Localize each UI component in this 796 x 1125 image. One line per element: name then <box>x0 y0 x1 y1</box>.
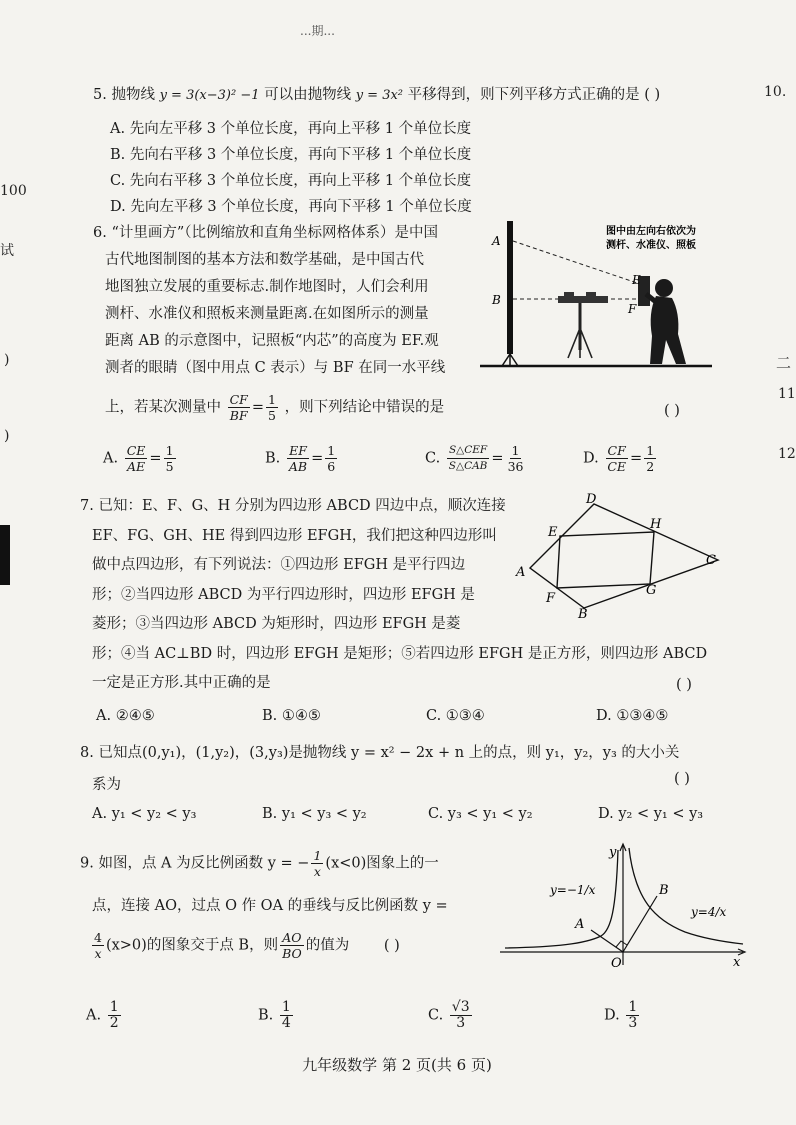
page-footer: 九年级数学 第 2 页(共 6 页) <box>302 1056 492 1074</box>
q7-option-c: C. ①③④ <box>426 708 485 724</box>
q9-opt-c-d: 3 <box>456 1015 466 1031</box>
fig7-label-h: H <box>650 517 662 532</box>
right-margin-text-2: 二 <box>776 354 792 372</box>
q6-option-c-val <box>506 443 526 474</box>
q9-opt-b-n: 1 <box>281 999 291 1015</box>
fig7-label-e: E <box>548 525 558 540</box>
q9-frac-2-d: x <box>94 946 102 961</box>
q9-option-c-frac <box>450 1000 472 1031</box>
q6-opt-b-vn: 1 <box>327 443 336 458</box>
q6-answer-paren: ( ) <box>664 403 680 419</box>
q9-opt-a-n: 1 <box>109 999 119 1015</box>
q9-opt-c-n: √3 <box>451 999 470 1015</box>
fig6-caption-1: 图中由左向右依次为 <box>606 226 696 237</box>
q9-frac-1-n: 1 <box>313 848 322 863</box>
q9-line-3 <box>90 930 400 961</box>
q6-text <box>93 220 483 382</box>
q9-frac-1-d: x <box>313 864 321 879</box>
q6-ratio-den: BF <box>229 408 248 423</box>
q9-opt-a-d: 2 <box>109 1015 119 1031</box>
q6-option-d-frac <box>605 443 628 474</box>
left-margin-text-2: 试 <box>0 243 14 259</box>
q6-value-den: 5 <box>268 408 276 423</box>
q6-option-d: D. $\frac{CF}{CE}$ = $\frac{1}{2}$ <box>583 443 655 474</box>
fig7-label-f: F <box>546 591 556 606</box>
q6-option-b-label: B. <box>265 450 281 467</box>
q9-line-3b: 的值为 <box>305 937 350 954</box>
q9-option-a-label: A. <box>86 1007 102 1024</box>
fig9-left-function: y=−1/x <box>550 883 596 897</box>
q6-option-a-label: A. <box>103 450 119 467</box>
q9-option-b <box>258 1000 295 1031</box>
measuring-pole <box>507 221 513 354</box>
q6-last-line <box>105 392 444 423</box>
q9-line-1a: 如图，点 A 为反比例函数 y = − <box>98 855 310 872</box>
q9-figure <box>495 840 750 970</box>
right-branch-curve <box>629 848 743 944</box>
q6-last-a: 上，若某次测量中 <box>105 399 221 416</box>
q9-number: 9. <box>80 855 94 872</box>
left-margin-text-1: 100 <box>0 183 27 199</box>
q7-line-5: 菱形；③当四边形 ABCD 为矩形时，四边形 EFGH 是菱 <box>92 616 461 632</box>
q6-opt-b-vd: 6 <box>327 459 336 474</box>
q6-last-b: ，则下列结论中错误的是 <box>284 399 445 416</box>
q9-frac-2 <box>92 930 104 961</box>
segment-ob <box>623 896 657 952</box>
q6-opt-c-vn: 1 <box>511 443 520 458</box>
q6-line-5: 距离 AB 的示意图中，记照板“内芯”的高度为 EF.观 <box>105 333 439 349</box>
fig7-label-d: D <box>586 492 597 507</box>
q9-option-a-frac <box>108 1000 121 1031</box>
q5-stem-a: 抛物线 <box>111 87 155 103</box>
q5-stem <box>93 82 660 109</box>
q8-line-1-text: 已知点(0,y₁)，(1,y₂)，(3,y₃)是抛物线 y = x² − 2x + n 上的点，则 y₁，y₂，y₃ 的大小关 <box>98 745 680 761</box>
fig6-caption-2: 测杆、水准仪、照板 <box>606 240 696 251</box>
fig6-label-b: B <box>492 293 501 307</box>
fig9-label-o: O <box>611 956 622 971</box>
q5-answer-paren: ( ) <box>644 87 661 103</box>
q6-line-1 <box>93 220 483 247</box>
q7-line-4: 形；②当四边形 ABCD 为平行四边形时，四边形 EFGH 是 <box>92 586 475 603</box>
fig6-label-f: F <box>628 302 637 316</box>
fig7-label-g: G <box>646 583 657 598</box>
right-margin-text-3: 11 <box>778 386 796 402</box>
q6-option-a-val <box>164 443 176 474</box>
q5-option-d: D. 先向左平移 3 个单位长度，再向下平移 1 个单位长度 <box>110 199 472 215</box>
page-header-fragment: ...期... <box>300 24 335 38</box>
q5-equation-2: y = 3x² <box>355 88 404 103</box>
q6-option-c-label: C. <box>425 450 441 467</box>
q6-ratio-value <box>266 392 278 423</box>
q9-option-b-frac <box>280 1000 293 1031</box>
left-branch-curve <box>505 850 618 948</box>
q9-option-a <box>86 1000 123 1031</box>
q9-option-d-frac <box>626 1000 639 1031</box>
q9-line-3a: (x>0)的图象交于点 B，则 <box>105 937 279 954</box>
fig9-label-b: B <box>659 883 669 898</box>
fig7-label-c: C <box>706 553 716 568</box>
q6-opt-c-n: S△CEF <box>447 443 489 459</box>
q8-answer-paren: ( ) <box>674 771 690 787</box>
right-margin-text-1: 10. <box>764 84 787 100</box>
q6-option-a-frac <box>125 443 148 474</box>
q8-line-2: 系为 <box>92 777 121 793</box>
q9-option-c <box>428 1000 474 1031</box>
q6-opt-b-n: EF <box>289 443 307 458</box>
q8-number: 8. <box>80 745 94 761</box>
q8-option-b: B. y₁ < y₃ < y₂ <box>262 806 367 822</box>
q7-figure <box>512 490 722 620</box>
q8-option-d: D. y₂ < y₁ < y₃ <box>598 806 704 822</box>
q6-line-4: 测杆、水准仪和照板来测量距离.在如图所示的测量 <box>105 306 429 322</box>
q5-stem-b: 可以由抛物线 <box>264 87 352 103</box>
q6-option-d-label: D. <box>583 450 599 467</box>
q9-option-b-label: B. <box>258 1007 274 1024</box>
q9-line-2: 点，连接 AO，过点 O 作 OA 的垂线与反比例函数 y = <box>92 898 448 914</box>
q6-option-c-frac <box>447 443 490 474</box>
q5-option-a: A. 先向左平移 3 个单位长度，再向上平移 1 个单位长度 <box>110 121 472 137</box>
fig7-label-b: B <box>578 607 588 622</box>
q6-line-3: 地图独立发展的重要标志.制作地图时，人们会利用 <box>105 279 429 295</box>
q6-opt-d-vd: 2 <box>646 459 655 474</box>
q6-opt-a-vd: 5 <box>165 459 174 474</box>
q6-option-c: C. $\frac{\text{S△CEF}}{\text{S△CAB}}$ = $\frac{1}{36}$ <box>425 443 524 474</box>
q6-option-b-frac <box>287 443 309 474</box>
q6-opt-d-n: CF <box>607 443 626 458</box>
q6-value-num: 1 <box>268 392 276 407</box>
q8-line-1 <box>80 740 679 766</box>
q8-option-a: A. y₁ < y₂ < y₃ <box>92 806 197 822</box>
q6-line-6: 测者的眼睛（图中用点 C 表示）与 BF 在同一水平线 <box>105 360 446 376</box>
q5-option-c: C. 先向右平移 3 个单位长度，再向上平移 1 个单位长度 <box>110 173 472 189</box>
q7-line-7: 一定是正方形.其中正确的是 <box>92 675 271 691</box>
q6-opt-c-d: S△CAB <box>448 460 488 472</box>
q9-answer-paren: ( ) <box>383 937 400 954</box>
q9-frac-2-n: 4 <box>94 930 102 945</box>
fig9-label-y: y <box>609 845 617 860</box>
fig9-label-x: x <box>733 955 741 970</box>
q9-option-c-label: C. <box>428 1007 444 1024</box>
q9-opt-d-d: 3 <box>628 1015 638 1031</box>
segment-ao <box>591 930 623 952</box>
fig6-label-a: A <box>492 234 501 248</box>
q9-frac-1 <box>311 848 323 879</box>
q7-option-b: B. ①④⑤ <box>262 708 321 724</box>
q9-ratio-d: BO <box>282 946 302 961</box>
q5-option-b: B. 先向右平移 3 个单位长度，再向下平移 1 个单位长度 <box>110 147 472 163</box>
q7-option-d: D. ①③④⑤ <box>596 708 669 724</box>
q6-line-1-text: “计里画方”（比例缩放和直角坐标网格体系）是中国 <box>111 225 439 241</box>
left-margin-dark-block <box>0 525 10 585</box>
q6-ratio-num: CF <box>229 392 248 407</box>
q8-option-c: C. y₃ < y₁ < y₂ <box>428 806 533 822</box>
right-margin-text-4: 12 <box>778 446 796 462</box>
q7-line-1-text: 已知：E、F、G、H 分别为四边形 ABCD 四边中点，顺次连接 <box>98 498 506 514</box>
q9-ratio-n: AO <box>282 930 302 945</box>
q6-opt-a-d: AE <box>126 459 146 474</box>
fig9-right-function: y=4/x <box>691 905 727 919</box>
left-margin-text-4: ) <box>4 428 10 444</box>
q6-option-b-val <box>325 443 337 474</box>
q6-opt-a-n: CE <box>126 443 146 458</box>
left-margin-text-3: ) <box>4 352 10 368</box>
q5-equation-1: y = 3(x−3)² −1 <box>159 88 260 103</box>
fig9-label-a: A <box>575 917 585 932</box>
q6-line-2: 古代地图制图的基本方法和数学基础，是中国古代 <box>105 252 424 268</box>
q6-opt-a-vn: 1 <box>165 443 174 458</box>
q7-option-a: A. ②④⑤ <box>96 708 155 724</box>
q7-line-6: 形；④当 AC⊥BD 时，四边形 EFGH 是矩形；⑤若四边形 EFGH 是正方形，则四边形 ABCD <box>92 645 708 662</box>
q9-ratio-frac <box>280 930 304 961</box>
q6-opt-c-vd: 36 <box>507 459 524 474</box>
q6-option-b: B. $\frac{EF}{AB}$ = $\frac{1}{6}$ <box>265 443 336 474</box>
q9-option-d-label: D. <box>604 1007 620 1024</box>
q5-stem-c: 平移得到，则下列平移方式正确的是 <box>407 87 640 103</box>
fig7-label-a: A <box>516 565 526 580</box>
q6-option-a: A. $\frac{CE}{AE}$ = $\frac{1}{5}$ <box>103 443 174 474</box>
q9-line-1 <box>80 848 439 879</box>
q9-opt-b-d: 4 <box>281 1015 291 1031</box>
q9-opt-d-n: 1 <box>628 999 638 1015</box>
q6-equals: = <box>251 399 265 416</box>
q6-ratio-fraction <box>228 392 250 423</box>
q6-opt-b-d: AB <box>288 459 308 474</box>
q6-figure <box>480 218 714 376</box>
q6-opt-d-vn: 1 <box>646 443 655 458</box>
fig6-label-e: E <box>632 273 641 287</box>
q5-number: 5. <box>93 87 107 103</box>
q9-option-d <box>604 1000 641 1031</box>
q7-line-2: EF、FG、GH、HE 得到四边形 EFGH，我们把这种四边形叫 <box>92 527 497 544</box>
q9-line-1b: (x<0)图象上的一 <box>325 855 439 872</box>
q6-opt-d-d: CE <box>607 459 627 474</box>
quad-efgh <box>557 532 654 588</box>
q6-number: 6. <box>93 225 107 241</box>
q6-option-d-val <box>644 443 656 474</box>
q7-number: 7. <box>80 498 94 514</box>
q7-answer-paren: ( ) <box>676 677 692 693</box>
q7-line-3: 做中点四边形，有下列说法：①四边形 EFGH 是平行四边 <box>92 557 466 573</box>
